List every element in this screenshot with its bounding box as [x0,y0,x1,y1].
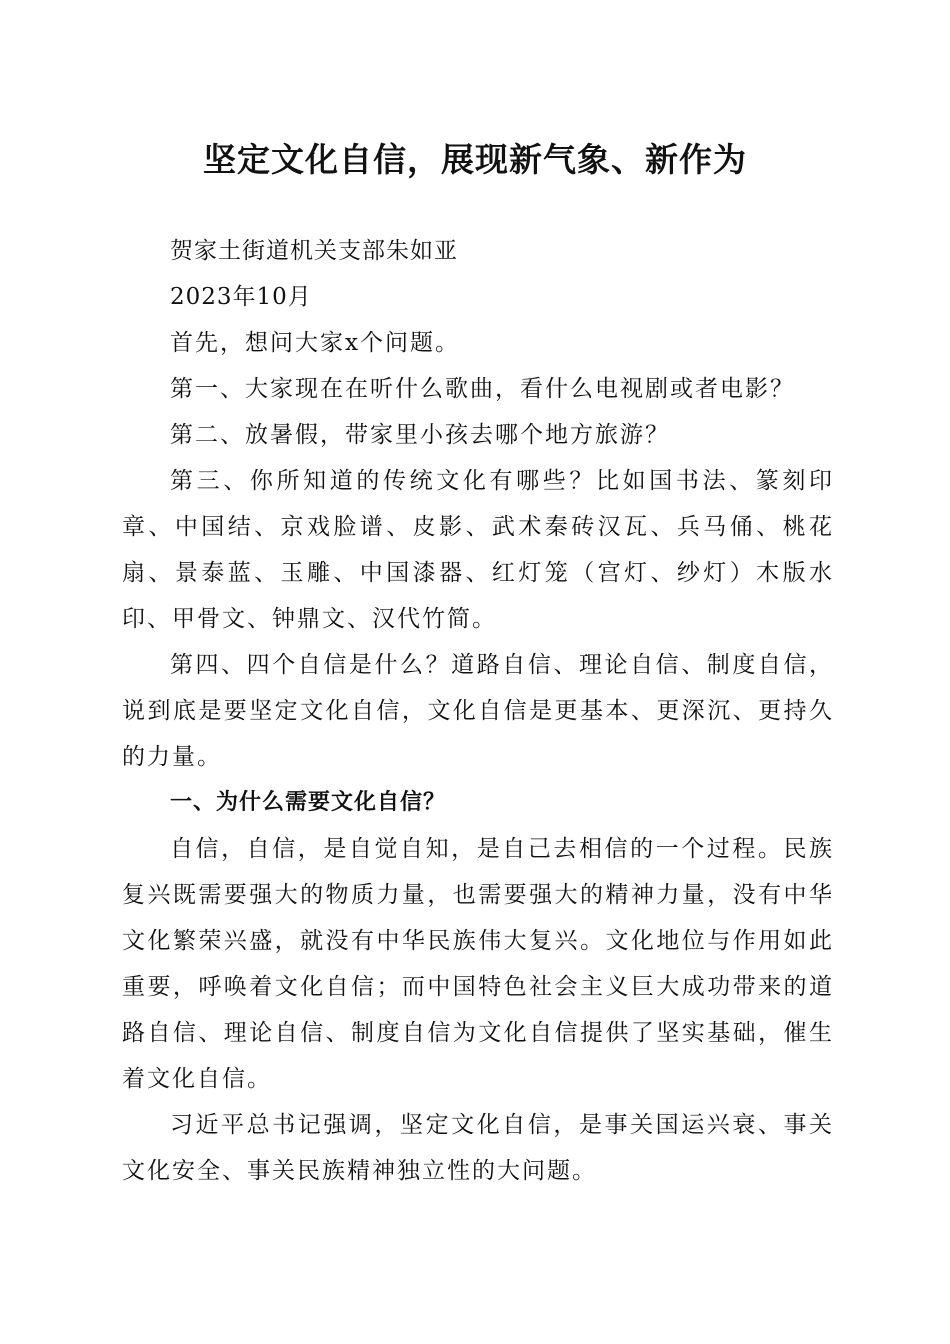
section-1-heading: 一、为什么需要文化自信？ [170,790,447,815]
question-2-paragraph: 第二、放暑假，带家里小孩去哪个地方旅游？ [170,422,670,448]
section-1-paragraph-2: 习近平总书记强调，坚定文化自信，是事关国运兴衰、事关文化安全、事关民族精神独立性的大问题。 [122,1112,834,1184]
section-1-paragraph-1: 自信，自信，是自觉自知，是自己去相信的一个过程。民族复兴既需要强大的物质力量，也需要强大的精神力量，没有中华文化繁荣兴盛，就没有中华民族伟大复兴。文化地位与作用如此重要，呼唤着文化自信；而中国特色社会主义巨大成功带来的道路自信、理论自信、制度自信为文化自信提供了坚实基础，催生着文化自信。 [122,836,834,1092]
document-title: 坚定文化自信，展现新气象、新作为 [203,140,747,179]
date-line: 2023年10月 [170,284,312,310]
document-body [122,228,834,1194]
intro-paragraph: 首先，想问大家x个问题。 [170,330,460,356]
author-line: 贺家土街道机关支部朱如亚 [170,238,458,264]
question-1-paragraph: 第一、大家现在在听什么歌曲，看什么电视剧或者电影？ [170,376,795,402]
question-3-paragraph: 第三、你所知道的传统文化有哪些？比如国书法、篆刻印章、中国结、京戏脸谱、皮影、武术秦砖汉瓦、兵马俑、桃花扇、景泰蓝、玉雕、中国漆器、红灯笼（宫灯、纱灯）木版水印、甲骨文、钟鼎文、汉代竹简。 [122,468,834,632]
question-4-paragraph: 第四、四个自信是什么？道路自信、理论自信、制度自信，说到底是要坚定文化自信，文化自信是更基本、更深沉、更持久的力量。 [122,652,834,770]
